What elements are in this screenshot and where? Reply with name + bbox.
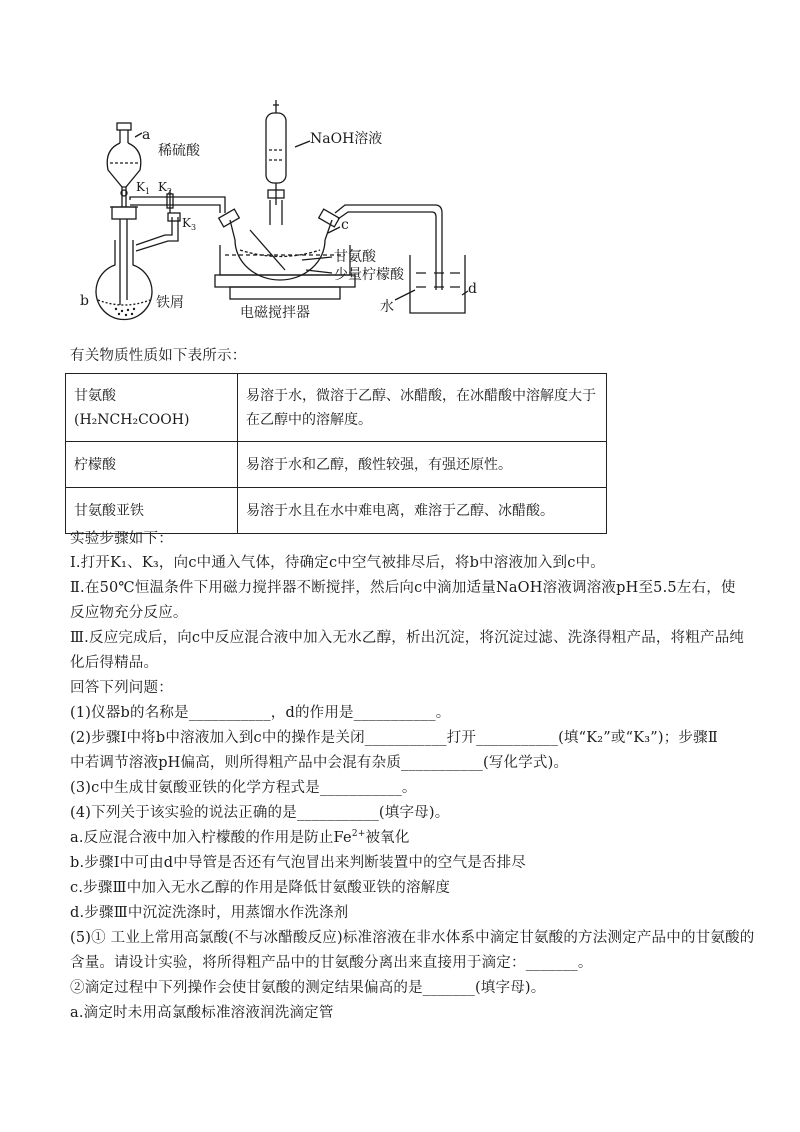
substance-desc: 易溶于水且在水中难电离，难溶于乙醇、冰醋酸。 (238, 488, 607, 534)
step-2-line-1: Ⅱ.在50℃恒温条件下用磁力搅拌器不断搅拌，然后向c中滴加适量NaOH溶液调溶液pH至5.5左右，使 (70, 580, 736, 596)
label-c: c (341, 217, 349, 233)
option-4a-text: a.反应混合液中加入柠檬酸的作用是防止Fe (70, 830, 352, 846)
question-5-line-2: 含量。请设计实验，将所得粗产品中的甘氨酸分离出来直接用于滴定：_______。 (70, 955, 593, 971)
question-2-line-1: (2)步骤Ⅰ中将b中溶液加入到c中的操作是关闭___________打开___________(填“K₂”或“K₃”)；步骤Ⅱ (70, 730, 718, 746)
apparatus-diagram (70, 95, 490, 330)
label-citric: 少量柠檬酸 (334, 267, 404, 283)
option-4a-tail: 被氧化 (365, 830, 410, 846)
connecting-tube (130, 190, 225, 251)
step-3-line-1: Ⅲ.反应完成后，向c中反应混合液中加入无水乙醇，析出沉淀，将沉淀过滤、洗涤得粗产品，将粗产品纯 (70, 630, 745, 646)
option-4a (70, 828, 410, 848)
option-5a: a.滴定时未用高氯酸标准溶液润洗滴定管 (70, 1005, 334, 1021)
step-1: Ⅰ.打开K₁、K₃，向c中通入气体，待确定c中空气被排尽后，将b中溶液加入到c中。 (70, 555, 605, 571)
label-a: a (142, 127, 151, 143)
step-3-line-2: 化后得精品。 (70, 655, 159, 671)
iron-filings (115, 308, 135, 316)
question-5-part-2: ②滴定过程中下列操作会使甘氨酸的测定结果偏高的是_______(填字母)。 (70, 980, 546, 996)
label-water: 水 (380, 299, 394, 315)
question-4: (4)下列关于该实验的说法正确的是___________(填字母)。 (70, 805, 450, 821)
label-b: b (80, 293, 89, 309)
question-3: (3)c中生成甘氨酸亚铁的化学方程式是___________。 (70, 780, 417, 796)
beaker-d (410, 255, 465, 313)
property-table (65, 373, 607, 534)
option-4d: d.步骤Ⅲ中沉淀洗涤时，用蒸馏水作洗涤剂 (70, 905, 349, 921)
table-row (66, 442, 607, 488)
answer-title: 回答下列问题： (70, 680, 173, 696)
label-k3: $K_3$ (182, 216, 197, 232)
fe-charge: 2+ (351, 829, 366, 840)
label-naoh: NaOH溶液 (310, 131, 383, 147)
table-row (66, 374, 607, 442)
label-glycine: 甘氨酸 (334, 249, 376, 265)
table-row (66, 488, 607, 534)
substance-name: 甘氨酸(H₂NCH₂COOH) (66, 374, 238, 442)
label-dilute-acid: 稀硫酸 (158, 143, 200, 159)
naoh-funnel (266, 100, 286, 205)
label-k1: $K_1$ (136, 180, 151, 196)
question-1: (1)仪器b的名称是___________，d的作用是___________。 (70, 705, 451, 721)
dropping-funnel-a (107, 123, 141, 207)
question-2-line-2: 中若调节溶液pH偏高，则所得粗产品中会混有杂质___________(写化学式)。 (70, 755, 569, 771)
label-iron: 铁屑 (156, 295, 184, 311)
substance-name: 甘氨酸亚铁 (66, 488, 238, 534)
label-k2: $K_2$ (158, 180, 173, 196)
substance-desc: 易溶于水，微溶于乙醇、冰醋酸，在冰醋酸中溶解度大于在乙醇中的溶解度。 (238, 374, 607, 442)
option-4c: c.步骤Ⅲ中加入无水乙醇的作用是降低甘氨酸亚铁的溶解度 (70, 880, 451, 896)
flask-c (219, 200, 340, 280)
option-4b: b.步骤Ⅰ中可由d中导管是否还有气泡冒出来判断装置中的空气是否排尽 (70, 855, 526, 871)
step-2-line-2: 反应物充分反应。 (70, 605, 188, 621)
substance-name: 柠檬酸 (66, 442, 238, 488)
substance-desc: 易溶于水和乙醇，酸性较强，有强还原性。 (238, 442, 607, 488)
label-stirrer: 电磁搅拌器 (240, 305, 310, 321)
flask-b (96, 207, 152, 320)
intro-text: 有关物质性质如下表所示： (70, 348, 247, 364)
label-d: d (468, 281, 477, 297)
question-5-line-1: (5)① 工业上常用高氯酸(不与冰醋酸反应)标准溶液在非水体系中滴定甘氨酸的方法测定产品中的甘氨酸的 (70, 930, 755, 946)
steps-title: 实验步骤如下： (70, 531, 173, 547)
